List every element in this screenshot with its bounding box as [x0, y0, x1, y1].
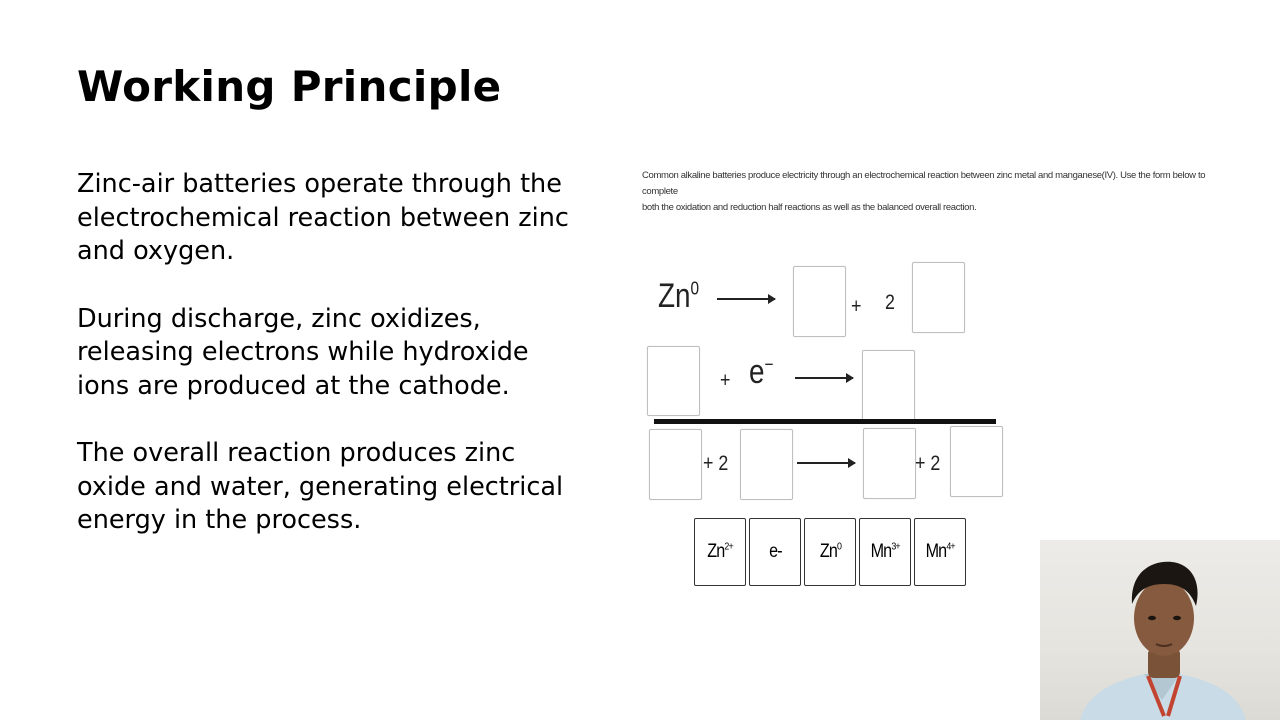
- reaction-divider-line: [654, 419, 996, 424]
- reduction-electron: [749, 353, 773, 392]
- tile-zn-0-sup: 0: [836, 541, 841, 553]
- tile-zn-0[interactable]: [804, 518, 856, 586]
- overall-arrow: [797, 462, 855, 464]
- reduction-electron-charge: −: [764, 353, 774, 375]
- tile-mn-3plus[interactable]: [859, 518, 911, 586]
- paragraph-intro: Zinc-air batteries operate through the electrochemical reaction between zinc and oxygen.: [77, 169, 569, 266]
- reduction-product-drop-box[interactable]: [862, 350, 915, 421]
- presenter-webcam: [1040, 540, 1280, 720]
- overall-right-plus-coefficient: + 2: [915, 452, 941, 475]
- tile-electron-base: e-: [768, 541, 782, 562]
- overall-reactant-1-drop-box[interactable]: [649, 429, 702, 500]
- tile-mn-4plus[interactable]: [914, 518, 966, 586]
- overall-left-plus-coefficient: + 2: [703, 452, 729, 475]
- tile-electron[interactable]: [749, 518, 801, 586]
- presenter-figure-icon: [1040, 540, 1280, 720]
- oxidation-product-drop-box[interactable]: [793, 266, 846, 337]
- tile-mn-3plus-sup: 3+: [891, 541, 900, 553]
- instructions-line-1: Common alkaline batteries produce electricity through an electrochemical reaction between zinc metal and manganese(IV). Use the form below to complete: [642, 170, 1206, 197]
- oxidation-electron-drop-box[interactable]: [912, 262, 965, 333]
- overall-product-2-drop-box[interactable]: [950, 426, 1003, 497]
- tile-mn-4plus-sup: 4+: [946, 541, 955, 553]
- oxidation-arrow: [717, 298, 775, 300]
- oxidation-reactant-symbol: Zn: [658, 277, 691, 315]
- tile-zn-0-base: Zn: [819, 541, 837, 562]
- paragraph-overall: The overall reaction produces zinc oxide and water, generating electrical energy in the process.: [77, 438, 564, 535]
- worksheet-instructions: [642, 168, 1222, 216]
- oxidation-reactant-charge: 0: [690, 277, 700, 299]
- reduction-plus: +: [720, 369, 731, 392]
- instructions-line-2: both the oxidation and reduction half reactions as well as the balanced overall reaction.: [642, 202, 977, 213]
- overall-product-1-drop-box[interactable]: [863, 428, 916, 499]
- oxidation-reactant: [658, 277, 699, 316]
- oxidation-coefficient: 2: [885, 291, 895, 314]
- tile-zn-2plus[interactable]: [694, 518, 746, 586]
- tile-zn-2plus-sup: 2+: [724, 541, 733, 553]
- overall-reactant-2-drop-box[interactable]: [740, 429, 793, 500]
- half-reaction-worksheet: [640, 165, 1240, 605]
- tile-mn-3plus-base: Mn: [870, 541, 892, 562]
- answer-tile-bank: [694, 518, 966, 586]
- reduction-electron-symbol: e: [749, 353, 765, 391]
- oxidation-plus: +: [851, 295, 862, 318]
- slide-body: [77, 168, 637, 572]
- reduction-arrow: [795, 377, 853, 379]
- paragraph-discharge: During discharge, zinc oxidizes, releasing electrons while hydroxide ions are produced at the cathode.: [77, 303, 529, 401]
- tile-zn-2plus-base: Zn: [707, 541, 725, 562]
- tile-mn-4plus-base: Mn: [925, 541, 947, 562]
- slide-title: Working Principle: [77, 62, 502, 111]
- reduction-reactant-drop-box[interactable]: [647, 346, 700, 416]
